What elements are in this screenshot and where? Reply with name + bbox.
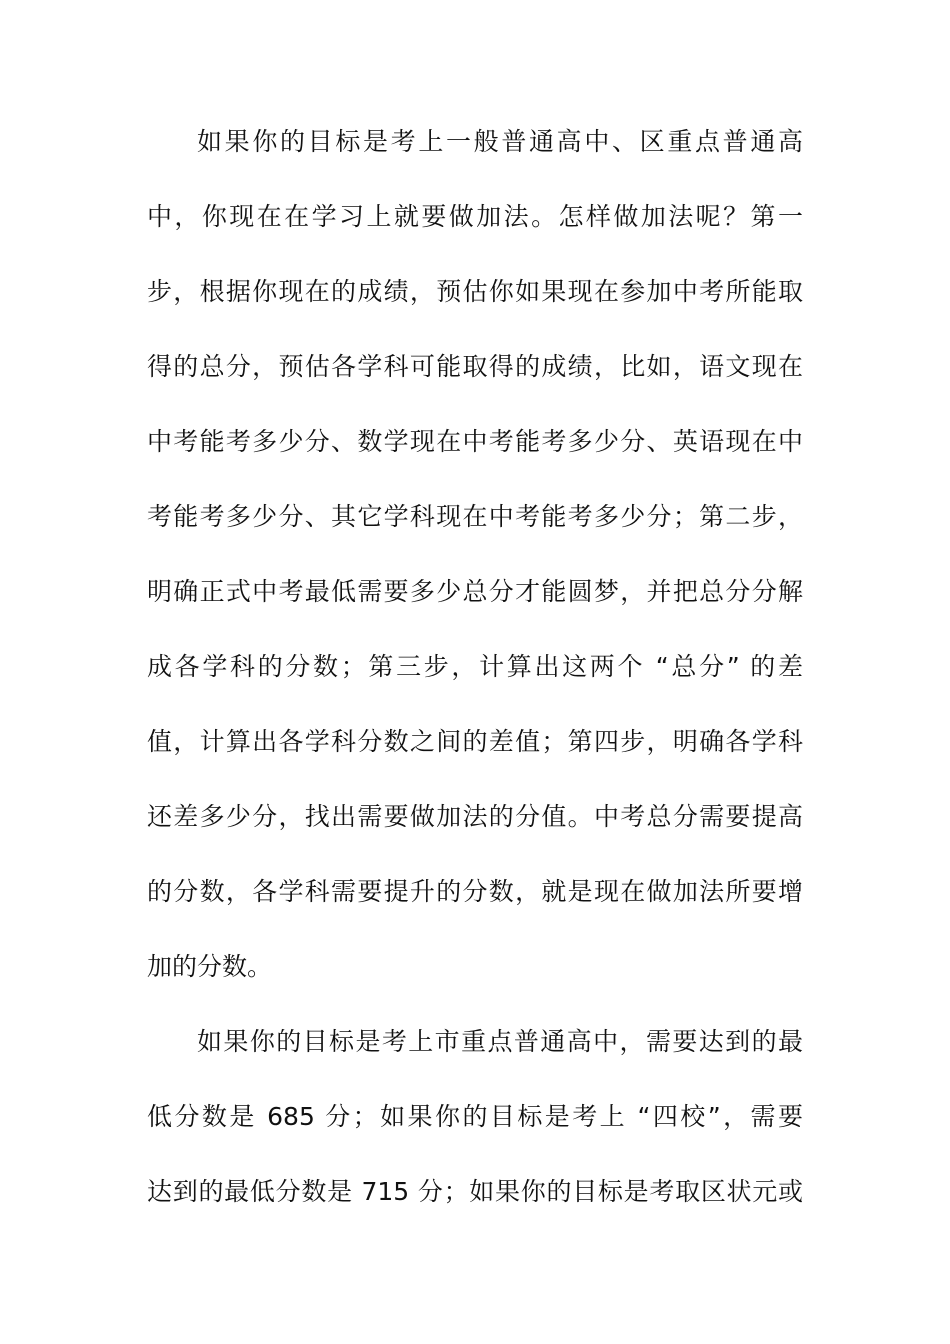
paragraph-2-line-1: 如果你的目标是考上市重点普通高中，需要达到的最 xyxy=(197,1027,803,1056)
paragraph-1-line-12: 加的分数。 xyxy=(147,952,273,981)
paragraph-1-line-2: 中，你现在在学习上就要做加法。怎样做加法呢？第一 xyxy=(147,202,803,231)
paragraph-1-line-3: 步，根据你现在的成绩，预估你如果现在参加中考所能取 xyxy=(147,277,803,306)
paragraph-1-line-4: 得的总分，预估各学科可能取得的成绩，比如，语文现在 xyxy=(147,352,803,381)
paragraph-1-line-7: 明确正式中考最低需要多少总分才能圆梦，并把总分分解 xyxy=(147,577,803,606)
paragraph-1-line-9: 值，计算出各学科分数之间的差值；第四步，明确各学科 xyxy=(147,727,803,756)
paragraph-2-line-2: 低分数是 685 分；如果你的目标是考上 “四校”，需要 xyxy=(147,1102,803,1131)
paragraph-1-line-8: 成各学科的分数；第三步，计算出这两个 “总分” 的差 xyxy=(147,652,803,681)
paragraph-1-line-5: 中考能考多少分、数学现在中考能考多少分、英语现在中 xyxy=(147,427,803,456)
paragraph-2-line-3: 达到的最低分数是 715 分；如果你的目标是考取区状元或 xyxy=(147,1177,803,1206)
paragraph-1-line-10: 还差多少分，找出需要做加法的分值。中考总分需要提高 xyxy=(147,802,803,831)
paragraph-1-line-6: 考能考多少分、其它学科现在中考能考多少分；第二步， xyxy=(147,502,803,531)
paragraph-1-line-1: 如果你的目标是考上一般普通高中、区重点普通高 xyxy=(197,127,803,156)
paragraph-1-line-11: 的分数，各学科需要提升的分数，就是现在做加法所要增 xyxy=(147,877,803,906)
